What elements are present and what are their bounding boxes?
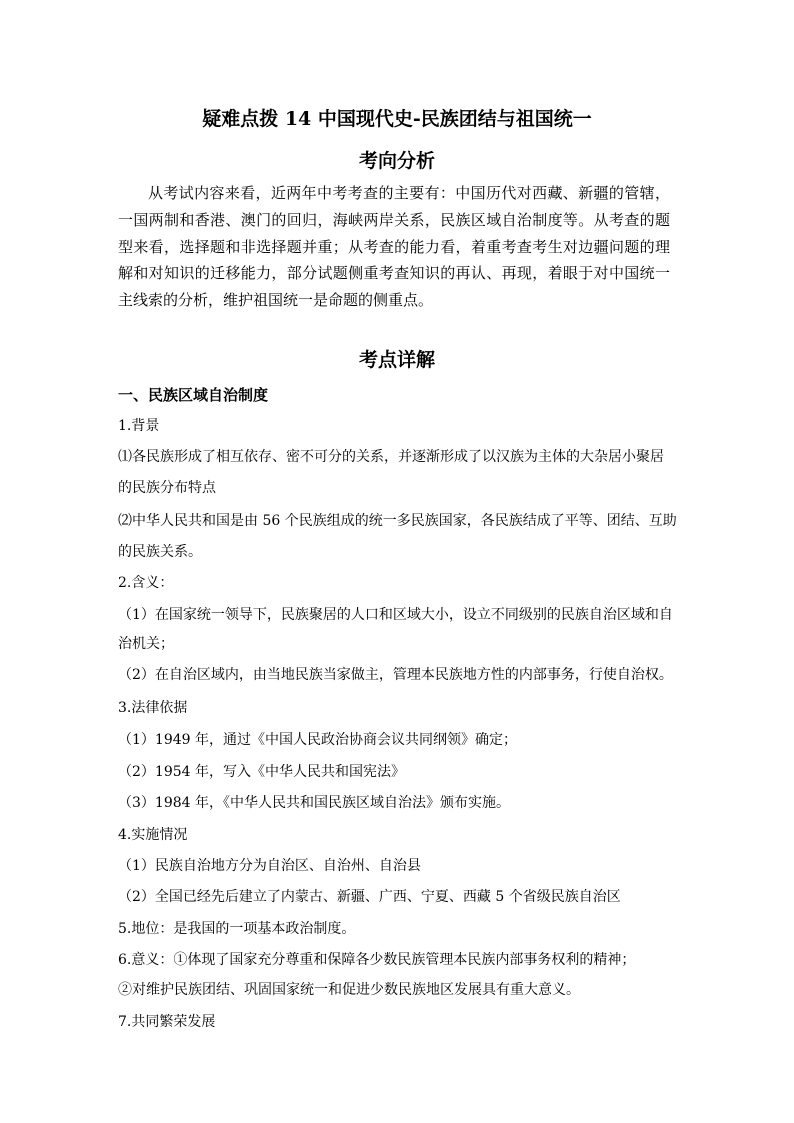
text-line: 的民族关系。 — [118, 544, 202, 560]
text-line: 2.含义： — [118, 575, 174, 591]
document-title: 疑难点拨 14 中国现代史-民族团结与祖国统一 — [202, 108, 592, 130]
text-line: 治机关； — [118, 636, 174, 652]
section-title-analysis: 考向分析 — [358, 150, 435, 172]
intro-text: 从考试内容来看，近两年中考考查的主要有：中国历代对西藏、新疆的管辖，一国两制和香港、澳门的回归，海峡两岸关系，民族区域自治制度等。从考查的题型来看，选择题和非选择题并重；从考查的能力看，着重考查考生对边疆问题的理解和对知识的迁移能力，部分试题侧重考查知识的再认、再现，着眼于对中国统一主线索的分析，维护祖国统一是命题的侧重点。 — [118, 184, 670, 310]
text-line: （2）1954 年，写入《中华人民共和国宪法》 — [118, 764, 405, 780]
text-line: （3）1984 年，《中华人民共和国民族区域自治法》颁布实施。 — [118, 795, 510, 811]
text-line: ②对维护民族团结、巩固国家统一和促进少数民族地区发展具有重大意义。 — [118, 982, 580, 998]
heading-ethnic-autonomy: 一、民族区域自治制度 — [118, 386, 269, 404]
text-line: 6.意义：①体现了国家充分尊重和保障各少数民族管理本民族内部事务权利的精神； — [118, 952, 636, 968]
section-title-details: 考点详解 — [358, 349, 435, 371]
text-line: 的民族分布特点 — [118, 480, 216, 496]
intro-paragraph — [118, 180, 670, 314]
text-line: （2）在自治区域内，由当地民族当家做主，管理本民族地方性的内部事务，行使自治权。 — [118, 667, 673, 683]
text-line: 5.地位：是我国的一项基本政治制度。 — [118, 921, 356, 937]
text-line: （1）在国家统一领导下，民族聚居的人口和区域大小，设立不同级别的民族自治区域和自 — [118, 607, 673, 623]
text-line: 4.实施情况 — [118, 827, 188, 843]
text-line: （2）全国已经先后建立了内蒙古、新疆、广西、宁夏、西藏 5 个省级民族自治区 — [118, 889, 621, 905]
text-line: ⑴各民族形成了相互依存、密不可分的关系，并逐渐形成了以汉族为主体的大杂居小聚居 — [118, 449, 664, 465]
text-line: ⑵中华人民共和国是由 56 个民族组成的统一多民族国家，各民族结成了平等、团结、互助 — [118, 513, 677, 529]
text-line: （1）1949 年，通过《中国人民政治协商会议共同纲领》确定； — [118, 732, 517, 748]
text-line: 7.共同繁荣发展 — [118, 1014, 216, 1030]
text-line: （1）民族自治地方分为自治区、自治州、自治县 — [118, 858, 421, 874]
text-line: 1.背景 — [118, 418, 160, 434]
text-line: 3.法律依据 — [118, 700, 188, 716]
